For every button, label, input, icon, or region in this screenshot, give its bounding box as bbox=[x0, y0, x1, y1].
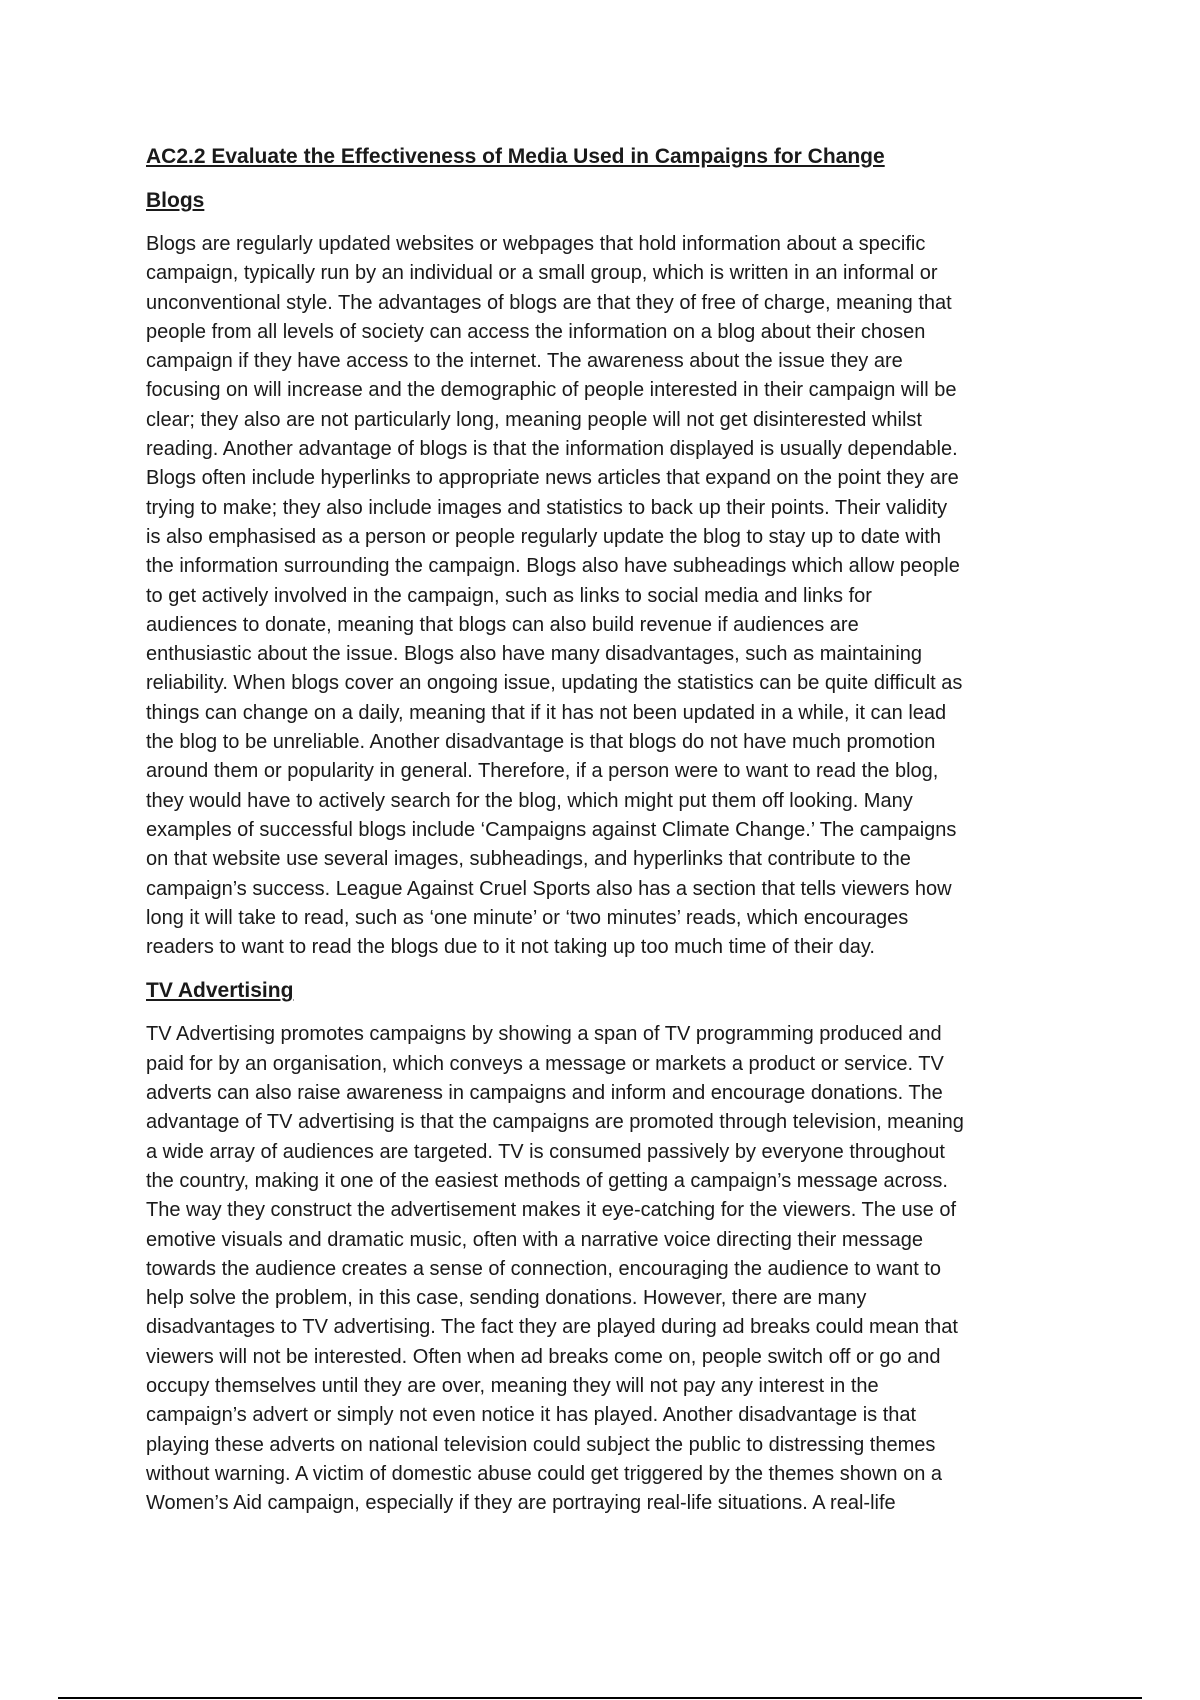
paragraph-tv-advertising bbox=[146, 1020, 1066, 1518]
text-line: viewers will not be interested. Often when ad breaks come on, people switch off or go and bbox=[146, 1345, 941, 1368]
text-line: clear; they also are not particularly long, meaning people will not get disinterested whilst bbox=[146, 408, 922, 431]
text-line: is also emphasised as a person or people regularly update the blog to stay up to date with bbox=[146, 525, 941, 548]
text-line: focusing on will increase and the demographic of people interested in their campaign will be bbox=[146, 379, 957, 402]
text-line: Women’s Aid campaign, especially if they are portraying real-life situations. A real-life bbox=[146, 1492, 896, 1515]
text-line: reliability. When blogs cover an ongoing issue, updating the statistics can be quite difficult as bbox=[146, 672, 963, 695]
page-bottom-rule bbox=[58, 1697, 1142, 1699]
text-line: to get actively involved in the campaign, such as links to social media and links for bbox=[146, 584, 872, 607]
text-line: help solve the problem, in this case, sending donations. However, there are many bbox=[146, 1287, 867, 1310]
text-line: advantage of TV advertising is that the campaigns are promoted through television, meaning bbox=[146, 1111, 964, 1134]
document-page bbox=[146, 142, 1066, 1532]
text-line: playing these adverts on national television could subject the public to distressing themes bbox=[146, 1433, 936, 1456]
text-line: Blogs are regularly updated websites or webpages that hold information about a specific bbox=[146, 233, 926, 255]
text-line: unconventional style. The advantages of blogs are that they of free of charge, meaning that bbox=[146, 291, 952, 314]
text-line: campaign’s success. League Against Cruel Sports also has a section that tells viewers how bbox=[146, 877, 952, 900]
document-title: AC2.2 Evaluate the Effectiveness of Media Used in Campaigns for Change bbox=[146, 145, 885, 168]
text-line: campaign if they have access to the internet. The awareness about the issue they are bbox=[146, 350, 903, 373]
text-line: emotive visuals and dramatic music, often with a narrative voice directing their message bbox=[146, 1228, 924, 1251]
text-line: Blogs often include hyperlinks to appropriate news articles that expand on the point they are bbox=[146, 467, 959, 490]
text-line: the blog to be unreliable. Another disadvantage is that blogs do not have much promotion bbox=[146, 731, 936, 754]
text-line: audiences to donate, meaning that blogs can also build revenue if audiences are bbox=[146, 613, 859, 636]
text-line: enthusiastic about the issue. Blogs also have many disadvantages, such as maintaining bbox=[146, 643, 923, 666]
text-line: campaign’s advert or simply not even notice it has played. Another disadvantage is that bbox=[146, 1404, 917, 1427]
text-line: they would have to actively search for the blog, which might put them off looking. Many bbox=[146, 789, 913, 812]
text-line: readers to want to read the blogs due to it not taking up too much time of their day. bbox=[146, 936, 875, 959]
text-line: long it will take to read, such as ‘one minute’ or ‘two minutes’ reads, which encourages bbox=[146, 906, 909, 929]
text-line: the information surrounding the campaign. Blogs also have subheadings which allow people bbox=[146, 555, 960, 578]
text-line: people from all levels of society can access the information on a blog about their chosen bbox=[146, 320, 926, 343]
text-line: without warning. A victim of domestic abuse could get triggered by the themes shown on a bbox=[146, 1462, 942, 1485]
text-line: things can change on a daily, meaning that if it has not been updated in a while, it can lead bbox=[146, 701, 947, 724]
text-line: examples of successful blogs include ‘Campaigns against Climate Change.’ The campaigns bbox=[146, 818, 957, 841]
text-line: TV Advertising promotes campaigns by showing a span of TV programming produced and bbox=[146, 1023, 942, 1046]
text-line: on that website use several images, subheadings, and hyperlinks that contribute to the bbox=[146, 848, 911, 871]
text-line: towards the audience creates a sense of connection, encouraging the audience to want to bbox=[146, 1257, 941, 1280]
text-line: reading. Another advantage of blogs is that the information displayed is usually dependable. bbox=[146, 438, 958, 461]
text-line: paid for by an organisation, which conveys a message or markets a product or service. TV bbox=[146, 1052, 944, 1075]
text-line: occupy themselves until they are over, meaning they will not pay any interest in the bbox=[146, 1374, 879, 1397]
section-heading-tv-advertising: TV Advertising bbox=[146, 979, 294, 1003]
text-line: a wide array of audiences are targeted. TV is consumed passively by everyone throughout bbox=[146, 1140, 945, 1163]
text-line: adverts can also raise awareness in campaigns and inform and encourage donations. The bbox=[146, 1082, 943, 1105]
section-heading-blogs: Blogs bbox=[146, 189, 205, 212]
text-line: disadvantages to TV advertising. The fact they are played during ad breaks could mean that bbox=[146, 1316, 958, 1339]
text-line: the country, making it one of the easiest methods of getting a campaign’s message across. bbox=[146, 1169, 948, 1192]
paragraph-blogs bbox=[146, 230, 1066, 962]
text-line: trying to make; they also include images and statistics to back up their points. Their validity bbox=[146, 496, 948, 519]
text-line: campaign, typically run by an individual or a small group, which is written in an informal or bbox=[146, 262, 938, 285]
text-line: around them or popularity in general. Therefore, if a person were to want to read the blog, bbox=[146, 760, 939, 783]
text-line: The way they construct the advertisement makes it eye-catching for the viewers. The use of bbox=[146, 1199, 957, 1222]
